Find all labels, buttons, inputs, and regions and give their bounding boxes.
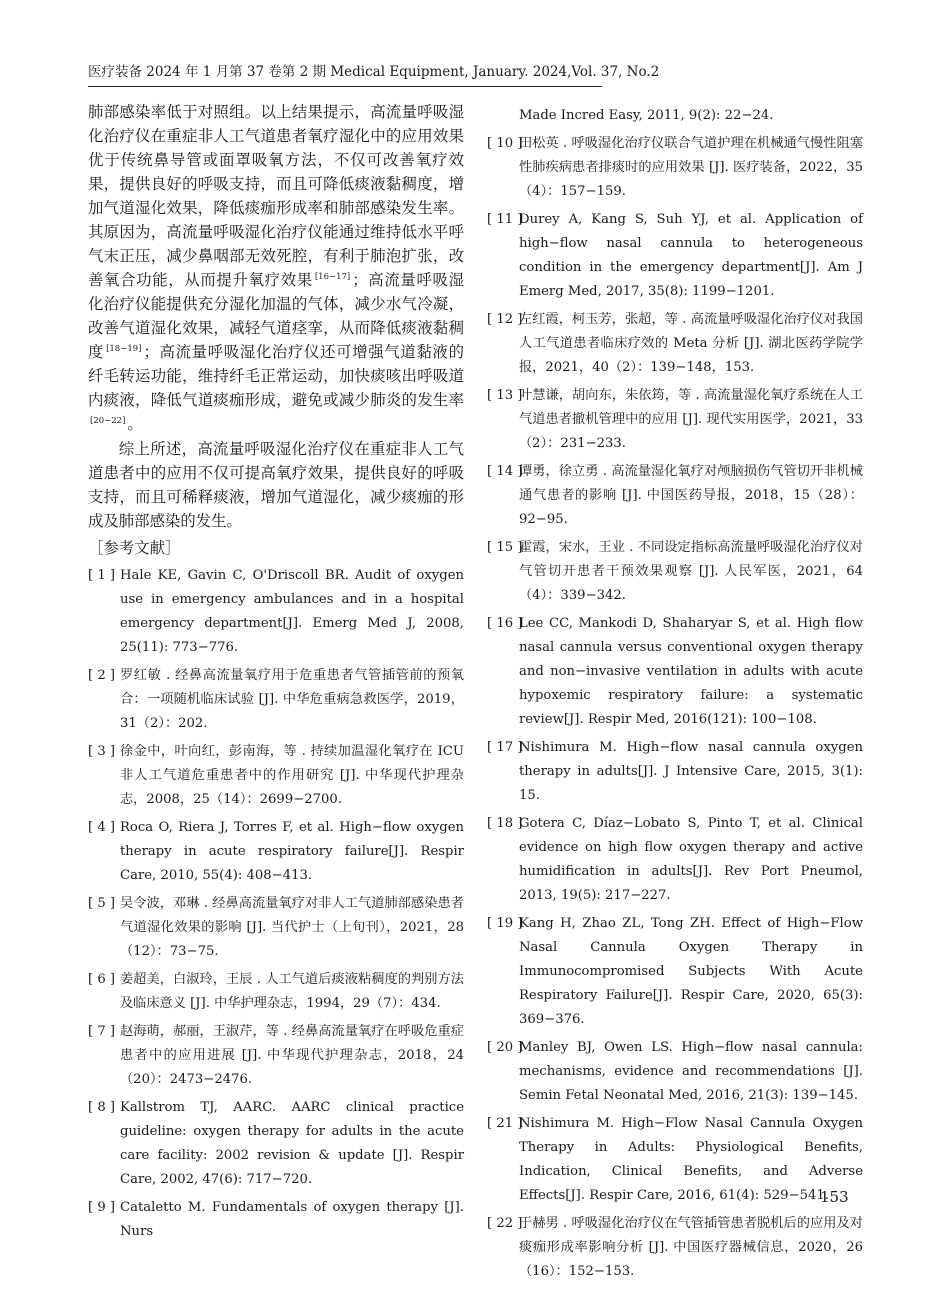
reference-text: 叶慧谦，胡向东，朱依筠，等 . 高流量湿化氧疗系统在人工气道患者撤机管理中的应用 [J]. 现代实用医学，2021，33（2）：231−233. xyxy=(519,388,863,451)
reference-text: Hale KE, Gavin C, O'Driscoll BR. Audit of oxygen use in emergency ambulances and in a hospital emergency department[J]. Emerg Med J, 2008, 25(11): 773−776. xyxy=(120,568,464,655)
reference-text: Cataletto M. Fundamentals of oxygen therapy [J]. Nurs xyxy=(120,1200,464,1239)
reference-continuation: Made Incred Easy, 2011, 9(2): 22−24. xyxy=(519,108,774,123)
reference-number: [ 3 ] xyxy=(88,744,116,759)
reference-item xyxy=(487,1036,863,1108)
reference-number: [ 8 ] xyxy=(88,1100,116,1115)
reference-item xyxy=(88,664,464,736)
reference-number: [ 4 ] xyxy=(88,820,116,835)
reference-item xyxy=(487,384,863,456)
reference-item xyxy=(88,564,464,660)
reference-list-left xyxy=(88,564,464,1244)
reference-item xyxy=(487,1212,863,1284)
reference-number: [ 20 ] xyxy=(487,1040,523,1055)
body-text xyxy=(88,100,464,533)
reference-text: Manley BJ, Owen LS. High−flow nasal cannula: mechanisms, evidence and recommendations [J]. Semin Fetal Neonatal Med, 2016, 21(3): 139−145. xyxy=(519,1040,863,1103)
running-header: 医疗装备 2024 年 1 月第 37 卷第 2 期 Medical Equipment, January. 2024,Vol. 37, No.2 xyxy=(88,64,660,80)
reference-text: 吴令波，邓琳 . 经鼻高流量氧疗对非人工气道肺部感染患者气道湿化效果的影响 [J]. 当代护士（上旬刊），2021，28（12）：73−75. xyxy=(120,896,464,959)
reference-item xyxy=(487,308,863,380)
reference-text: 霍霞，宋水，王业 . 不同设定指标高流量呼吸湿化治疗仪对气管切开患者干预效果观察 [J]. 人民军医，2021，64（4）：339−342. xyxy=(519,540,863,603)
citation: [20−22] xyxy=(90,416,126,426)
reference-number: [ 12 ] xyxy=(487,312,523,327)
left-column xyxy=(88,100,464,1248)
reference-number: [ 21 ] xyxy=(487,1116,523,1131)
reference-number: [ 18 ] xyxy=(487,816,523,831)
reference-text: Nishimura M. High−Flow Nasal Cannula Oxygen Therapy in Adults: Physiological Benefits, Indication, Clinical Benefits, and Adverse Effects[J]. Respir Care, 2016, 61(4): 529−541. xyxy=(519,1116,863,1203)
page-number: 153 xyxy=(820,1188,849,1206)
reference-item xyxy=(88,1196,464,1244)
reference-item xyxy=(487,612,863,732)
paragraph-discussion: 肺部感染率低于对照组。以上结果提示，高流量呼吸湿化治疗仪在重症非人工气道患者氧疗湿化中的应用效果优于传统鼻导管或面罩吸氧方法，不仅可改善氧疗效果，提供良好的呼吸支持，而且可降低痰液黏稠度，增加气道湿化效果，降低痰痂形成率和肺部感染发生率。其原因为，高流量呼吸湿化治疗仪能通过维持低水平呼气末正压，减少鼻咽部无效死腔，有利于肺泡扩张，改善氧合功能，从而提升氧疗效果 [16−17] ；高流量呼吸湿化治疗仪能提供充分湿化加温的气体，减少水气冷凝，改善气道湿化效果，减轻气道痉挛，从而降低痰液黏稠度 [18−19] ；高流量呼吸湿化治疗仪还可增强气道黏液的纤毛转运功能，维持纤毛正常运动，加快痰咳出呼吸道内痰液，降低气道痰痂形成，避免或减少肺炎的发生率[20−22] 。 xyxy=(88,103,464,433)
reference-number: [ 22 ] xyxy=(487,1216,523,1231)
citation: [18−19] xyxy=(106,344,142,354)
reference-number: [ 5 ] xyxy=(88,896,116,911)
reference-text: Gotera C, Díaz−Lobato S, Pinto T, et al. Clinical evidence on high flow oxygen therapy and active humidification in adults[J]. Rev Port Pneumol, 2013, 19(5): 217−227. xyxy=(519,816,863,903)
reference-text: 姜超美，白淑玲，王辰 . 人工气道后痰液粘稠度的判别方法及临床意义 [J]. 中华护理杂志，1994，29（7）：434. xyxy=(120,972,464,1011)
reference-number: [ 1 ] xyxy=(88,568,116,583)
header-rule xyxy=(88,86,602,87)
reference-text: 罗红敏 . 经鼻高流量氧疗用于危重患者气管插管前的预氧合：一项随机临床试验 [J]. 中华危重病急救医学，2019，31（2）：202. xyxy=(120,668,464,731)
reference-text: Durey A, Kang S, Suh YJ, et al. Application of high−flow nasal cannula to heterogeneous condition in the emergency department[J]. Am J Emerg Med, 2017, 35(8): 1199−1201. xyxy=(519,212,863,299)
reference-text: Nishimura M. High−flow nasal cannula oxygen therapy in adults[J]. J Intensive Care, 2015, 3(1): 15. xyxy=(519,740,863,803)
reference-number: [ 14 ] xyxy=(487,464,523,479)
reference-text: 赵海萌，郝丽，王淑芹，等 . 经鼻高流量氧疗在呼吸危重症患者中的应用进展 [J]. 中华现代护理杂志，2018，24（20）：2473−2476. xyxy=(120,1024,464,1087)
reference-number: [ 13 ] xyxy=(487,388,523,403)
reference-item xyxy=(487,132,863,204)
reference-item xyxy=(487,460,863,532)
reference-item xyxy=(487,812,863,908)
reference-text: 左红霞，柯玉芳，张超，等 . 高流量呼吸湿化治疗仪对我国人工气道患者临床疗效的 Meta 分析 [J]. 湖北医药学院学报，2021，40（2）：139−148，153. xyxy=(519,312,863,375)
reference-item xyxy=(88,1020,464,1092)
reference-number: [ 6 ] xyxy=(88,972,116,987)
references-heading: ［参考文献］ xyxy=(88,539,181,557)
reference-text: 谭勇，徐立勇 . 高流量湿化氧疗对颅脑损伤气管切开非机械通气患者的影响 [J]. 中国医药导报，2018，15（28）：92−95. xyxy=(519,464,863,527)
reference-item xyxy=(487,208,863,304)
reference-item xyxy=(487,736,863,808)
citation: [16−17] xyxy=(314,272,351,282)
reference-item xyxy=(487,536,863,608)
reference-number: [ 9 ] xyxy=(88,1200,116,1215)
reference-text: Roca O, Riera J, Torres F, et al. High−flow oxygen therapy in acute respiratory failure[J]. Respir Care, 2010, 55(4): 408−413. xyxy=(120,820,464,883)
reference-number: [ 2 ] xyxy=(88,668,116,683)
reference-text: Lee CC, Mankodi D, Shaharyar S, et al. High flow nasal cannula versus conventional oxygen therapy and non−invasive ventilation in adults with acute hypoxemic respiratory failure: a systematic review[J]. Respir Med, 2016(121): 100−108. xyxy=(519,616,863,727)
reference-number: [ 17 ] xyxy=(487,740,523,755)
reference-number: [ 10 ] xyxy=(487,136,523,151)
reference-text: Kang H, Zhao ZL, Tong ZH. Effect of High−Flow Nasal Cannula Oxygen Therapy in Immunocompromised Subjects With Acute Respiratory Failure[J]. Respir Care, 2020, 65(3): 369−376. xyxy=(519,916,863,1027)
reference-number: [ 7 ] xyxy=(88,1024,116,1039)
reference-list-right xyxy=(487,132,863,1284)
reference-item xyxy=(88,816,464,888)
reference-text: 于赫男 . 呼吸湿化治疗仪在气管插管患者脱机后的应用及对痰痂形成率影响分析 [J]. 中国医疗器械信息，2020，26（16）：152−153. xyxy=(519,1216,863,1279)
reference-number: [ 19 ] xyxy=(487,916,523,931)
reference-number: [ 16 ] xyxy=(487,616,523,631)
reference-text: 田松英 . 呼吸湿化治疗仪联合气道护理在机械通气慢性阻塞性肺疾病患者排痰时的应用效果 [J]. 医疗装备，2022，35（4）：157−159. xyxy=(519,136,863,199)
reference-item xyxy=(88,1096,464,1192)
reference-item xyxy=(487,912,863,1032)
reference-number: [ 15 ] xyxy=(487,540,523,555)
reference-text: Kallstrom TJ, AARC. AARC clinical practice guideline: oxygen therapy for adults in the acute care facility: 2002 revision & update [J]. Respir Care, 2002, 47(6): 717−720. xyxy=(120,1100,464,1187)
reference-item xyxy=(487,1112,863,1208)
reference-text: 徐金中，叶向红，彭南海，等 . 持续加温湿化氧疗在 ICU 非人工气道危重患者中的作用研究 [J]. 中华现代护理杂志，2008，25（14）：2699−2700. xyxy=(120,744,464,807)
reference-item xyxy=(88,740,464,812)
reference-item xyxy=(88,968,464,1016)
paragraph-conclusion: 综上所述，高流量呼吸湿化治疗仪在重症非人工气道患者中的应用不仅可提高氧疗效果，提供良好的呼吸支持，而且可稀释痰液，增加气道湿化，减少痰痂的形成及肺部感染的发生。 xyxy=(88,440,464,530)
reference-number: [ 11 ] xyxy=(487,212,523,227)
reference-item xyxy=(88,892,464,964)
right-column xyxy=(487,104,863,1288)
